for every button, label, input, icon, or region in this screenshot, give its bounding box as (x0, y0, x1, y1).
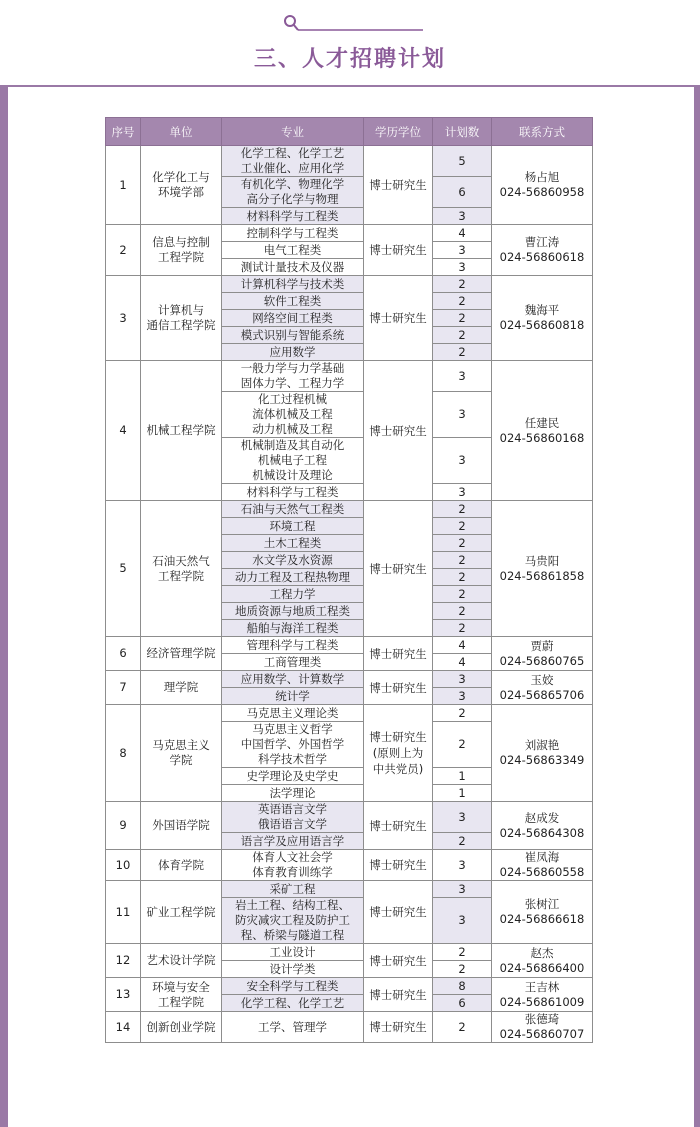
plan-count: 8 (433, 978, 492, 995)
frame-top-line (0, 85, 700, 87)
plan-count: 3 (433, 802, 492, 833)
text-line: 体育教育训练学 (252, 865, 333, 879)
table-row (106, 146, 593, 177)
major-cell (222, 802, 364, 833)
unit-number: 9 (106, 802, 141, 850)
text-line: 博士研究生 (369, 818, 427, 833)
degree-cell (364, 146, 433, 225)
plan-count: 2 (433, 620, 492, 637)
major-cell (222, 944, 364, 961)
major-cell (222, 654, 364, 671)
text-line: 机械工程学院 (146, 423, 216, 437)
text-line: 土木工程类 (263, 535, 322, 550)
text-line: 博士研究生 (369, 1020, 427, 1034)
text-line: 外国语学院 (152, 818, 210, 832)
contact-cell (492, 705, 593, 802)
text-line: 中共党员) (372, 762, 424, 776)
major-cell (222, 361, 364, 392)
text-line: 应用数学、计算数学 (240, 671, 345, 686)
table-row (106, 637, 593, 654)
frame-right-bar (694, 85, 700, 1127)
contact-cell (492, 944, 593, 978)
major-cell (222, 978, 364, 995)
text-line: 统计学 (275, 688, 310, 703)
text-line: 博士研究生 (369, 561, 427, 576)
header-cell: 联系方式 (492, 118, 593, 146)
contact-cell (492, 637, 593, 671)
text-line: 测试计量技术及仪器 (240, 259, 345, 274)
text-line: 应用数学 (269, 344, 316, 359)
table-row (106, 802, 593, 833)
text-line: 模式识别与智能系统 (240, 327, 345, 342)
major-cell (222, 293, 364, 310)
unit-name (141, 501, 222, 637)
contact-cell (492, 881, 593, 944)
plan-count: 5 (433, 146, 492, 177)
plan-count: 2 (433, 586, 492, 603)
text-line: 赵杰 (530, 945, 554, 960)
header-cell: 序号 (106, 118, 141, 146)
major-cell (222, 484, 364, 501)
major-cell (222, 310, 364, 327)
table-row (106, 501, 593, 518)
contact-cell (492, 802, 593, 850)
plan-count: 4 (433, 225, 492, 242)
major-cell (222, 637, 364, 654)
contact-cell (492, 1012, 593, 1043)
text-line: 体育学院 (158, 857, 204, 872)
text-line: 水文学及水资源 (252, 552, 333, 567)
plan-count: 2 (433, 535, 492, 552)
text-line: 软件工程类 (263, 293, 322, 308)
text-line: 博士研究生 (369, 905, 427, 919)
page-title: 三、人才招聘计划 (253, 47, 446, 72)
text-line: 工业催化、应用化学 (240, 161, 345, 175)
frame-left-bar (0, 85, 8, 1127)
text-line: 博士研究生 (369, 680, 427, 695)
text-line: 博士研究生 (369, 987, 427, 1002)
major-cell (222, 898, 364, 944)
unit-name (141, 705, 222, 802)
unit-number: 4 (106, 361, 141, 501)
text-line: 杨占旭 (524, 170, 560, 184)
text-line: 博士研究生 (369, 858, 427, 872)
text-line: 曹江涛 (524, 235, 560, 249)
major-cell (222, 208, 364, 225)
text-line: 设计学类 (269, 961, 316, 976)
plan-count: 4 (433, 654, 492, 671)
unit-number: 3 (106, 276, 141, 361)
plan-count: 6 (433, 177, 492, 208)
text-line: 英语语言文学 (258, 802, 327, 816)
unit-name (141, 978, 222, 1012)
unit-number: 5 (106, 501, 141, 637)
contact-cell (492, 361, 593, 501)
contact-cell (492, 276, 593, 361)
text-line: 任建民 (524, 415, 560, 430)
unit-number: 13 (106, 978, 141, 1012)
text-line: 化学化工与 (152, 170, 210, 184)
major-cell (222, 833, 364, 850)
degree-cell (364, 501, 433, 637)
degree-cell (364, 671, 433, 705)
plan-count: 2 (433, 961, 492, 978)
major-cell (222, 438, 364, 484)
text-line: 贾蔚 (530, 638, 554, 653)
unit-name (141, 671, 222, 705)
major-cell (222, 259, 364, 276)
text-line: 程、桥梁与隧道工程 (240, 928, 345, 942)
plan-count: 3 (433, 208, 492, 225)
plan-count: 2 (433, 1012, 492, 1043)
major-cell (222, 586, 364, 603)
text-line: 采矿工程 (269, 881, 316, 896)
table-row (106, 944, 593, 961)
title-decoration (283, 12, 423, 42)
degree-cell (364, 361, 433, 501)
text-line: 中国哲学、外国哲学 (240, 737, 345, 751)
contact-cell (492, 225, 593, 276)
text-line: 024-56860958 (499, 185, 585, 199)
text-line: 石油与天然气工程类 (240, 501, 345, 516)
text-line: 有机化学、物理化学 (240, 177, 345, 191)
plan-count: 2 (433, 276, 492, 293)
text-line: 史学理论及史学史 (246, 768, 339, 783)
major-cell (222, 552, 364, 569)
plan-count: 3 (433, 392, 492, 438)
plan-count: 2 (433, 944, 492, 961)
plan-count: 3 (433, 361, 492, 392)
text-line: 024-56860618 (499, 250, 585, 264)
major-cell (222, 1012, 364, 1043)
major-cell (222, 177, 364, 208)
text-line: 博士研究生 (369, 423, 427, 438)
major-cell (222, 392, 364, 438)
table-row (106, 1012, 593, 1043)
text-line: 环境工程 (269, 518, 316, 533)
text-line: 博士研究生 (369, 730, 427, 744)
text-line: 信息与控制 (152, 235, 210, 249)
text-line: 024-56863349 (499, 753, 585, 767)
major-cell (222, 850, 364, 881)
text-line: 环境与安全 (152, 979, 210, 994)
text-line: 024-56861858 (499, 568, 585, 583)
text-line: 博士研究生 (369, 953, 427, 968)
table-row (106, 276, 593, 293)
text-line: 024-56860765 (499, 653, 585, 668)
text-line: 经济管理学院 (146, 646, 216, 660)
unit-name (141, 881, 222, 944)
text-line: 语言学及应用语言学 (240, 833, 345, 848)
unit-number: 8 (106, 705, 141, 802)
text-line: 计算机科学与技术类 (240, 276, 345, 291)
table-row (106, 850, 593, 881)
plan-count: 3 (433, 688, 492, 705)
text-line: 玉姣 (530, 672, 554, 687)
unit-number: 10 (106, 850, 141, 881)
unit-name (141, 944, 222, 978)
text-line: 流体机械及工程 (252, 407, 333, 421)
text-line: 动力机械及工程 (252, 422, 333, 436)
plan-count: 6 (433, 995, 492, 1012)
text-line: 科学技术哲学 (258, 752, 327, 766)
major-cell (222, 705, 364, 722)
text-line: 024-56860818 (499, 318, 585, 332)
table-row (106, 881, 593, 898)
text-line: 崔凤海 (524, 850, 560, 864)
recruitment-table (105, 117, 593, 1043)
table-row (106, 361, 593, 392)
unit-number: 6 (106, 637, 141, 671)
table-row (106, 671, 593, 688)
text-line: 工商管理类 (263, 654, 322, 669)
header-cell: 计划数 (433, 118, 492, 146)
unit-name (141, 276, 222, 361)
table-header-row (106, 118, 593, 146)
text-line: 王吉林 (524, 979, 560, 994)
plan-count: 2 (433, 722, 492, 768)
degree-cell (364, 1012, 433, 1043)
text-line: 024-56865706 (499, 687, 585, 702)
unit-name (141, 802, 222, 850)
text-line: 地质资源与地质工程类 (235, 603, 350, 618)
unit-number: 2 (106, 225, 141, 276)
text-line: 马克思主义哲学 (252, 722, 333, 736)
text-line: 机械电子工程 (258, 453, 327, 467)
plan-count: 3 (433, 898, 492, 944)
degree-cell (364, 881, 433, 944)
contact-cell (492, 501, 593, 637)
text-line: (原则上为 (372, 746, 424, 760)
text-line: 博士研究生 (369, 243, 427, 257)
table-row (106, 225, 593, 242)
text-line: 化学工程、化学工艺 (240, 146, 345, 160)
major-cell (222, 688, 364, 705)
major-cell (222, 225, 364, 242)
major-cell (222, 961, 364, 978)
text-line: 化学工程、化学工艺 (240, 995, 345, 1010)
text-line: 024-56861009 (499, 994, 585, 1009)
text-line: 材料科学与工程类 (246, 484, 339, 499)
text-line: 工程学院 (158, 568, 204, 583)
major-cell (222, 242, 364, 259)
plan-count: 2 (433, 705, 492, 722)
text-line: 船舶与海洋工程类 (246, 620, 339, 635)
text-line: 学院 (169, 753, 193, 767)
text-line: 一般力学与力学基础 (240, 361, 345, 375)
major-cell (222, 722, 364, 768)
contact-cell (492, 671, 593, 705)
major-cell (222, 768, 364, 785)
plan-count: 3 (433, 242, 492, 259)
table-row (106, 705, 593, 722)
text-line: 法学理论 (269, 785, 316, 800)
plan-count: 3 (433, 259, 492, 276)
text-line: 张树江 (524, 897, 560, 911)
contact-cell (492, 978, 593, 1012)
unit-number: 1 (106, 146, 141, 225)
contact-cell (492, 146, 593, 225)
unit-number: 7 (106, 671, 141, 705)
plan-count: 3 (433, 438, 492, 484)
unit-number: 14 (106, 1012, 141, 1043)
plan-count: 2 (433, 293, 492, 310)
text-line: 张德琦 (524, 1012, 560, 1026)
text-line: 岩土工程、结构工程、 (235, 898, 350, 912)
degree-cell (364, 225, 433, 276)
header-cell: 学历学位 (364, 118, 433, 146)
unit-number: 11 (106, 881, 141, 944)
plan-count: 2 (433, 327, 492, 344)
text-line: 管理科学与工程类 (246, 637, 339, 652)
text-line: 机械制造及其自动化 (240, 438, 345, 452)
text-line: 工业设计 (269, 944, 316, 959)
text-line: 动力工程及工程热物理 (235, 569, 350, 584)
unit-name (141, 225, 222, 276)
plan-count: 2 (433, 344, 492, 361)
degree-cell (364, 276, 433, 361)
text-line: 机械设计及理论 (252, 468, 333, 482)
unit-name (141, 1012, 222, 1043)
major-cell (222, 785, 364, 802)
text-line: 024-56866618 (499, 912, 585, 926)
text-line: 环境学部 (158, 185, 204, 199)
header-cell: 专业 (222, 118, 364, 146)
text-line: 矿业工程学院 (146, 904, 216, 919)
degree-cell (364, 978, 433, 1012)
text-line: 石油天然气 (152, 553, 210, 568)
text-line: 俄语语言文学 (258, 817, 327, 831)
plan-count: 4 (433, 637, 492, 654)
major-cell (222, 518, 364, 535)
plan-count: 2 (433, 310, 492, 327)
unit-name (141, 850, 222, 881)
degree-cell (364, 944, 433, 978)
degree-cell (364, 637, 433, 671)
text-line: 防灾减灾工程及防护工 (235, 913, 350, 927)
text-line: 网络空间工程类 (252, 310, 333, 325)
plan-count: 3 (433, 671, 492, 688)
degree-cell (364, 802, 433, 850)
major-cell (222, 603, 364, 620)
degree-cell (364, 850, 433, 881)
major-cell (222, 671, 364, 688)
unit-number: 12 (106, 944, 141, 978)
plan-count: 1 (433, 785, 492, 802)
text-line: 固体力学、工程力学 (240, 376, 345, 390)
text-line: 024-56860707 (499, 1027, 585, 1041)
major-cell (222, 881, 364, 898)
plan-count: 2 (433, 603, 492, 620)
text-line: 高分子化学与物理 (246, 192, 339, 206)
text-line: 化工过程机械 (258, 392, 327, 406)
text-line: 电气工程类 (263, 242, 322, 257)
major-cell (222, 146, 364, 177)
major-cell (222, 995, 364, 1012)
unit-name (141, 361, 222, 501)
text-line: 024-56860168 (499, 430, 585, 445)
unit-name (141, 637, 222, 671)
degree-cell (364, 705, 433, 802)
text-line: 马克思主义理论类 (246, 705, 339, 720)
text-line: 博士研究生 (369, 646, 427, 661)
plan-count: 3 (433, 850, 492, 881)
major-cell (222, 620, 364, 637)
text-line: 马贵阳 (524, 553, 560, 568)
unit-name (141, 146, 222, 225)
major-cell (222, 569, 364, 586)
text-line: 赵成发 (524, 810, 560, 825)
contact-cell (492, 850, 593, 881)
text-line: 024-56860558 (499, 865, 585, 879)
plan-count: 2 (433, 569, 492, 586)
plan-count: 2 (433, 552, 492, 569)
plan-count: 2 (433, 501, 492, 518)
text-line: 艺术设计学院 (146, 953, 216, 967)
text-line: 博士研究生 (369, 178, 427, 192)
text-line: 工程学院 (158, 250, 204, 264)
table-row (106, 978, 593, 995)
text-line: 024-56866400 (499, 960, 585, 975)
major-cell (222, 501, 364, 518)
text-line: 博士研究生 (369, 311, 427, 325)
text-line: 创新创业学院 (146, 1019, 216, 1034)
major-cell (222, 276, 364, 293)
header-cell: 单位 (141, 118, 222, 146)
plan-count: 2 (433, 518, 492, 535)
plan-count: 1 (433, 768, 492, 785)
text-line: 安全科学与工程类 (246, 978, 339, 993)
major-cell (222, 344, 364, 361)
text-line: 理学院 (163, 680, 199, 694)
text-line: 控制科学与工程类 (246, 225, 339, 240)
text-line: 024-56864308 (499, 825, 585, 840)
text-line: 计算机与 (158, 303, 204, 317)
major-cell (222, 535, 364, 552)
text-line: 体育人文社会学 (252, 850, 333, 864)
text-line: 魏海平 (524, 303, 560, 317)
text-line: 材料科学与工程类 (246, 208, 339, 223)
plan-count: 3 (433, 881, 492, 898)
plan-count: 3 (433, 484, 492, 501)
text-line: 工程力学 (269, 586, 316, 601)
text-line: 工学、管理学 (258, 1019, 327, 1034)
plan-count: 2 (433, 833, 492, 850)
text-line: 马克思主义 (152, 738, 210, 752)
text-line: 刘淑艳 (524, 738, 560, 752)
text-line: 通信工程学院 (146, 318, 216, 332)
major-cell (222, 327, 364, 344)
magnifier-icon (285, 16, 298, 30)
text-line: 工程学院 (158, 994, 204, 1009)
